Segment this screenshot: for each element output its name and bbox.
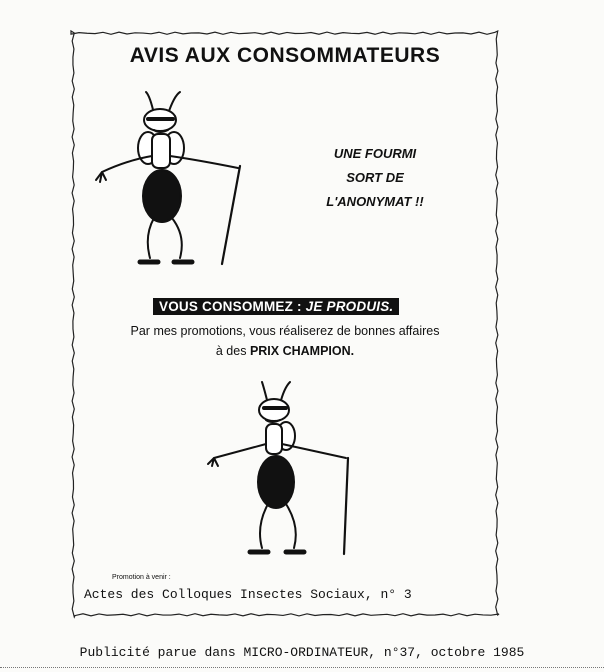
promo-price: PRIX CHAMPION. xyxy=(249,344,355,358)
ant-cartoon-icon xyxy=(206,378,366,568)
slogan xyxy=(300,142,450,214)
banner-emphasis: JE PRODUIS. xyxy=(305,299,394,314)
advert-frame xyxy=(68,28,502,620)
produce-banner xyxy=(153,298,399,315)
colloque-title: Actes des Colloques Insectes Sociaux, n° 3 xyxy=(84,587,412,602)
advert-title: AVIS AUX CONSOMMATEURS xyxy=(129,44,441,67)
promo-line-1: Par mes promotions, vous réaliserez de bonnes affaires xyxy=(130,324,440,338)
slogan-line: SORT DE xyxy=(346,170,404,185)
dotted-divider xyxy=(0,667,604,668)
banner-text: VOUS CONSOMMEZ : xyxy=(159,299,306,314)
slogan-line: UNE FOURMI xyxy=(333,146,417,161)
promo-prefix: à des xyxy=(215,344,250,358)
slogan-line: L'ANONYMAT !! xyxy=(326,194,424,209)
ant-cartoon-icon xyxy=(88,86,248,271)
source-caption: Publicité parue dans MICRO-ORDINATEUR, n°37, octobre 1985 xyxy=(79,645,525,660)
promo-note: Promotion à venir : xyxy=(112,574,171,581)
promo-line-2 xyxy=(68,344,502,358)
